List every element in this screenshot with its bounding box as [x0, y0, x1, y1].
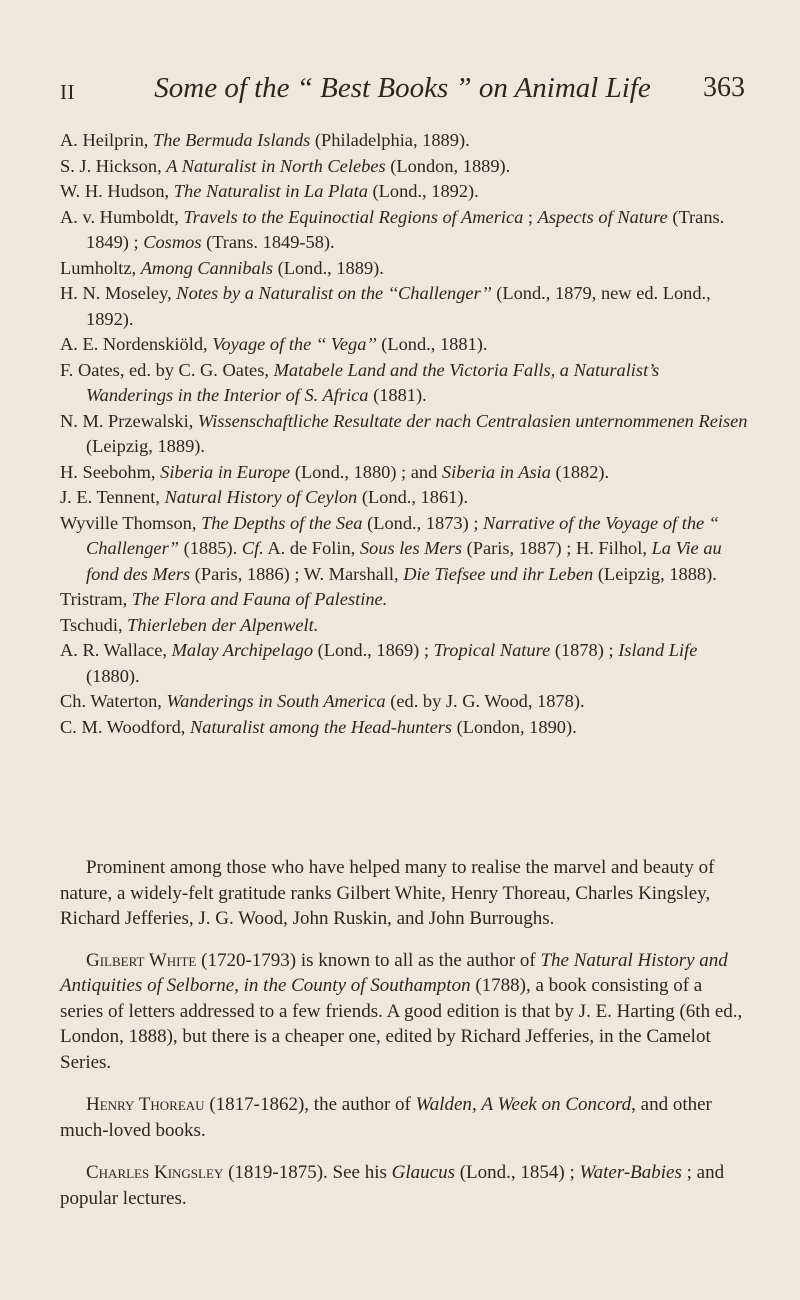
text-run: N. M. Przewalski,	[60, 410, 198, 431]
italic-title: Matabele Land and the Victoria Falls, a Naturalist’s Wanderings in the Interior of S. Africa	[86, 359, 660, 405]
text-run: H. N. Moseley,	[60, 283, 177, 303]
bibliography-entry	[60, 332, 750, 358]
bibliography-entry	[60, 205, 750, 256]
text-run: A. E. Nordenskiöld,	[60, 334, 213, 354]
italic-title: Glaucus	[391, 1162, 455, 1183]
italic-title: Travels to the Equinoctial Regions of America	[183, 206, 524, 227]
text-run: (1819-1875). See his	[223, 1162, 392, 1183]
text-run: Lumholtz,	[60, 257, 141, 278]
italic-title: Among Cannibals	[140, 257, 274, 278]
text-run: A. v. Humboldt,	[60, 206, 184, 227]
bibliography-entry	[60, 281, 750, 332]
text-run: (Lond., 1879, new ed. Lond., 1892).	[86, 283, 711, 329]
text-run: A. de Folin,	[263, 538, 360, 558]
bibliography-entry	[60, 587, 750, 613]
italic-title: Natural History of Ceylon	[164, 487, 358, 507]
italic-title: Narrative of the Voyage of the “ Challenger”	[86, 512, 720, 558]
text-run: S. J. Hickson,	[60, 155, 167, 176]
text-run: (1720-1793) is known to all as the author of	[196, 949, 541, 971]
text-run: (Leipzig, 1889).	[86, 436, 205, 456]
running-title: Some of the “ Best Books ” on Animal Life	[154, 72, 651, 104]
text-run: (Lond., 1861).	[357, 487, 469, 507]
person-name: Charles Kingsley	[86, 1162, 224, 1183]
text-run: Tschudi,	[60, 614, 128, 635]
bibliography-entry	[60, 256, 750, 282]
text-run: (1880).	[86, 665, 140, 686]
bibliography-entry	[60, 485, 750, 511]
text-run: (Leipzig, 1888).	[593, 563, 717, 584]
text-run: (Lond., 1854) ;	[454, 1162, 580, 1183]
text-run: C. M. Woodford,	[60, 716, 190, 737]
italic-title: A Naturalist in North Celebes	[166, 155, 386, 176]
text-run: (Lond., 1892).	[367, 181, 479, 201]
italic-title: Walden	[415, 1094, 472, 1115]
italic-title: The Flora and Fauna of Palestine.	[131, 589, 388, 609]
italic-title: Die Tiefsee und ihr Leben	[403, 563, 594, 584]
person-name: Gilbert White	[86, 949, 197, 971]
italic-title: La Vie au fond des Mers	[86, 538, 722, 584]
text-run: (Lond., 1873) ;	[362, 512, 484, 533]
italic-title: Siberia in Europe	[160, 461, 291, 482]
text-run: (Lond., 1880) ; and	[290, 461, 442, 482]
paragraph	[60, 855, 750, 932]
person-name: Henry Thoreau	[86, 1094, 205, 1115]
text-run: (London, 1890).	[452, 716, 577, 737]
bibliography-entry	[60, 715, 750, 741]
bibliography-entry	[60, 154, 750, 180]
bibliography-entry	[60, 460, 750, 486]
bibliography-entry	[60, 179, 750, 205]
bibliography-entry	[60, 409, 750, 460]
text-run: A. R. Wallace,	[60, 640, 172, 660]
text-run: (London, 1889).	[385, 155, 511, 176]
paragraph	[60, 948, 750, 1076]
text-run: (ed. by J. G. Wood, 1878).	[385, 691, 585, 711]
italic-title: Thierleben der Alpenwelt.	[127, 614, 319, 635]
text-run: A. Heilprin,	[60, 130, 153, 150]
italic-title: Malay Archipelago	[171, 640, 314, 660]
text-run: ;	[523, 206, 538, 227]
bibliography-entry	[60, 511, 750, 588]
italic-title: Naturalist among the Head-hunters	[189, 716, 453, 737]
running-header	[60, 72, 745, 112]
italic-title: Notes by a Naturalist on the ‘‘Challenger’’	[176, 283, 492, 303]
italic-title: Aspects of Nature	[537, 206, 668, 227]
italic-title: Voyage of the ‘‘ Vega’’	[212, 334, 377, 354]
text-run: W. H. Hudson,	[60, 181, 174, 201]
body-text	[60, 855, 750, 1228]
text-run: (1881).	[368, 385, 427, 405]
paragraph	[60, 1160, 750, 1211]
paragraph	[60, 1092, 750, 1143]
italic-title: Siberia in Asia	[441, 461, 551, 482]
text-run: (1817-1862), the author of	[204, 1094, 416, 1115]
italic-title: The Naturalist in La Plata	[173, 181, 368, 201]
text-run: (Lond., 1869) ;	[313, 640, 434, 660]
text-run: (1882).	[550, 461, 610, 482]
chapter-number: II	[60, 80, 75, 104]
text-run: (Lond., 1889).	[273, 257, 384, 278]
italic-title: A Week on Concord	[481, 1094, 632, 1115]
text-run: Tristram,	[60, 589, 132, 609]
bibliography-entry	[60, 638, 750, 689]
italic-title: Wanderings in South America	[166, 691, 386, 711]
italic-title: Cosmos	[143, 232, 202, 252]
italic-title: Cf.	[241, 538, 264, 558]
bibliography-entry	[60, 689, 750, 715]
italic-title: Wissenschaftliche Resultate der nach Centralasien unternommenen Reisen	[197, 410, 748, 431]
text-run: (1878) ;	[550, 640, 619, 660]
bibliography-entry	[60, 358, 750, 409]
italic-title: The Natural History and Antiquities of Selborne, in the County of Southampton	[60, 949, 728, 996]
bibliography-entry	[60, 128, 750, 154]
text-run: (1788), a book consisting of a series of letters addressed to a few friends. A good edition is that by J. E. Harting (6th ed., London, 1888), but there is a cheaper one, edited by Richard Jefferies, in the Camelot Series.	[60, 975, 743, 1073]
text-run: (Trans. 1849-58).	[201, 232, 335, 252]
text-run: F. Oates, ed. by C. G. Oates,	[60, 359, 274, 380]
page-number: 363	[703, 72, 745, 103]
italic-title: Tropical Nature	[433, 640, 551, 660]
text-run: (Philadelphia, 1889).	[310, 130, 470, 150]
text-run: (Paris, 1886) ; W. Marshall,	[190, 563, 404, 584]
text-run: J. E. Tennent,	[60, 487, 165, 507]
text-run: (1885).	[178, 538, 242, 558]
text-run: Prominent among those who have helped many to realise the marvel and beauty of nature, a widely-felt gratitude ranks Gilbert White, Henry Thoreau, Charles Kingsley, Richard Jefferies, J. G. Wood, John Ruskin, and John Burroughs.	[60, 857, 715, 929]
bibliography-list	[60, 128, 750, 740]
text-run: , and other much-loved books.	[60, 1094, 712, 1141]
text-run: (Lond., 1881).	[376, 334, 488, 354]
text-run: Ch. Waterton,	[60, 691, 167, 711]
text-run: ,	[471, 1094, 482, 1115]
text-run: ; and popular lectures.	[60, 1162, 725, 1209]
italic-title: Sous les Mers	[359, 538, 463, 558]
italic-title: Water-Babies	[579, 1162, 682, 1183]
italic-title: The Depths of the Sea	[201, 512, 363, 533]
text-run: H. Seebohm,	[60, 461, 161, 482]
text-run: Wyville Thomson,	[60, 512, 202, 533]
text-run: (Paris, 1887) ; H. Filhol,	[462, 538, 652, 558]
bibliography-entry	[60, 613, 750, 639]
italic-title: The Bermuda Islands	[152, 130, 311, 150]
text-run: (Trans. 1849) ;	[86, 206, 725, 252]
italic-title: Island Life	[618, 640, 698, 660]
